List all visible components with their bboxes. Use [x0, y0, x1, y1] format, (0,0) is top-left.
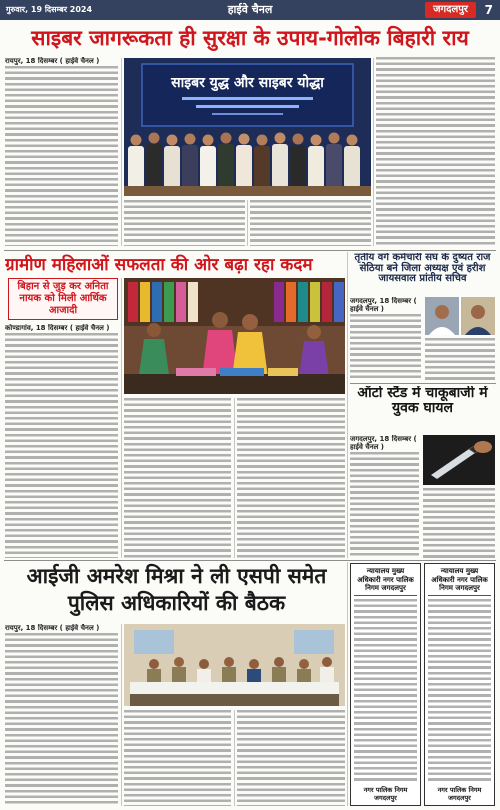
knife-image	[423, 435, 495, 485]
column-rule	[121, 58, 122, 246]
photo-police-meeting	[124, 624, 345, 706]
article-body-text	[350, 314, 421, 381]
headline-women: ग्रामीण महिलाओं सफलता की ओर बढ़ा रहा कदम	[5, 255, 313, 275]
article-body-text	[5, 633, 118, 806]
article-body-text	[124, 200, 245, 246]
article-body-text	[250, 200, 371, 246]
column-rule	[121, 624, 122, 806]
fabric-shelves	[124, 278, 345, 326]
event-banner	[142, 64, 353, 126]
notice-title: न्यायालय मुख्य अधिकारी नगर पालिक निगम जगदलपुर	[354, 567, 417, 596]
column-rule	[247, 200, 248, 246]
article-body-text	[350, 452, 419, 558]
dateline: जगदलपुर, 18 दिसम्बर ( हाईवे चैनल )	[350, 297, 417, 313]
issue-date: गुरुवार, 19 दिसम्बर 2024	[6, 5, 93, 14]
dateline: जगदलपुर, 18 दिसम्बर ( हाईवे चैनल )	[350, 435, 417, 451]
portrait-pair-image	[425, 297, 495, 335]
public-notice-1	[350, 563, 421, 806]
hand	[474, 441, 492, 453]
union-column-1	[350, 297, 421, 381]
public-notice-2	[424, 563, 495, 806]
women-column-2	[124, 398, 231, 558]
headline-ig-meeting: आईजी अमरेश मिश्रा ने ली एसपी समेत पुलिस अधिकारियों की बैठक	[26, 564, 327, 615]
page-number: 7	[484, 3, 493, 17]
photo-knife	[423, 435, 495, 485]
notice-signatory: नगर पालिक निगम जगदलपुर	[363, 786, 408, 802]
section-divider	[4, 250, 496, 251]
women-market-image	[124, 278, 345, 394]
article-body-text	[425, 338, 495, 381]
article-body-text	[124, 710, 231, 806]
headline-union: तृतीय वर्ग कर्मचारी संघ के दुष्यंत राज सेठिया बने जिला अध्यक्ष एवं हरीश जायसवाल प्रांतीय सचिव	[354, 253, 491, 284]
women-column-1	[5, 324, 118, 558]
headline-cyber: साइबर जागरूकता ही सुरक्षा के उपाय-गोलोक बिहारी राय	[31, 26, 469, 50]
column-rule	[347, 562, 348, 806]
photo-cyber-event	[124, 58, 371, 196]
cyber-event-image	[124, 58, 371, 196]
portrait-left	[425, 297, 459, 335]
column-rule	[347, 252, 348, 558]
article-body-text	[237, 710, 345, 806]
column-rule	[234, 398, 235, 558]
article-body-text	[5, 66, 118, 246]
page-header	[0, 0, 500, 20]
edition-tab: जगदलपुर	[425, 2, 476, 18]
article-body-text	[423, 488, 495, 558]
ig-column-2	[124, 710, 231, 806]
notice-title: न्यायालय मुख्य अधिकारी नगर पालिक निगम जगदलपुर	[428, 567, 491, 596]
cyber-column-2	[124, 200, 245, 246]
article-body-text	[237, 398, 345, 558]
cyber-column-3	[250, 200, 371, 246]
portrait-right	[461, 297, 495, 335]
police-meeting-image	[124, 624, 345, 706]
column-rule	[234, 710, 235, 806]
article-body-text	[376, 57, 495, 246]
newspaper-name: हाईवे चैनल	[227, 3, 273, 16]
ig-column-1	[5, 624, 118, 806]
dateline: कोण्डागांव, 18 दिसम्बर ( हाईवे चैनल )	[5, 324, 110, 332]
ig-column-3	[237, 710, 345, 806]
dateline: रायपुर, 18 दिसम्बर ( हाईवे चैनल )	[5, 624, 100, 632]
cyber-column-1	[5, 57, 118, 246]
banner-text: साइबर युद्ध और साइबर योद्धा	[171, 75, 324, 91]
dateline: रायपुर, 18 दिसम्बर ( हाईवे चैनल )	[5, 57, 100, 65]
photo-office-bearers	[425, 297, 495, 335]
column-rule	[121, 278, 122, 558]
women-column-3	[237, 398, 345, 558]
section-divider	[350, 383, 496, 384]
photo-women-market	[124, 278, 345, 394]
notice-signatory: नगर पालिक निगम जगदलपुर	[437, 786, 482, 802]
stabbing-column-2	[423, 488, 495, 558]
column-rule	[373, 58, 374, 246]
headline-stabbing: ऑटो स्टैंड में चाकूबाजी में युवक घायल	[357, 386, 488, 416]
notice-body-text	[428, 599, 491, 784]
article-body-text	[5, 333, 118, 558]
union-column-2	[425, 338, 495, 381]
cyber-column-4	[376, 57, 495, 246]
highlight-box: बिहान से जुड़ कर अनिता नायक को मिली आर्थिक आजादी	[8, 278, 118, 320]
stabbing-column-1	[350, 435, 419, 558]
conference-table	[130, 682, 339, 694]
section-divider	[4, 560, 496, 561]
notice-body-text	[354, 599, 417, 784]
article-body-text	[124, 398, 231, 558]
